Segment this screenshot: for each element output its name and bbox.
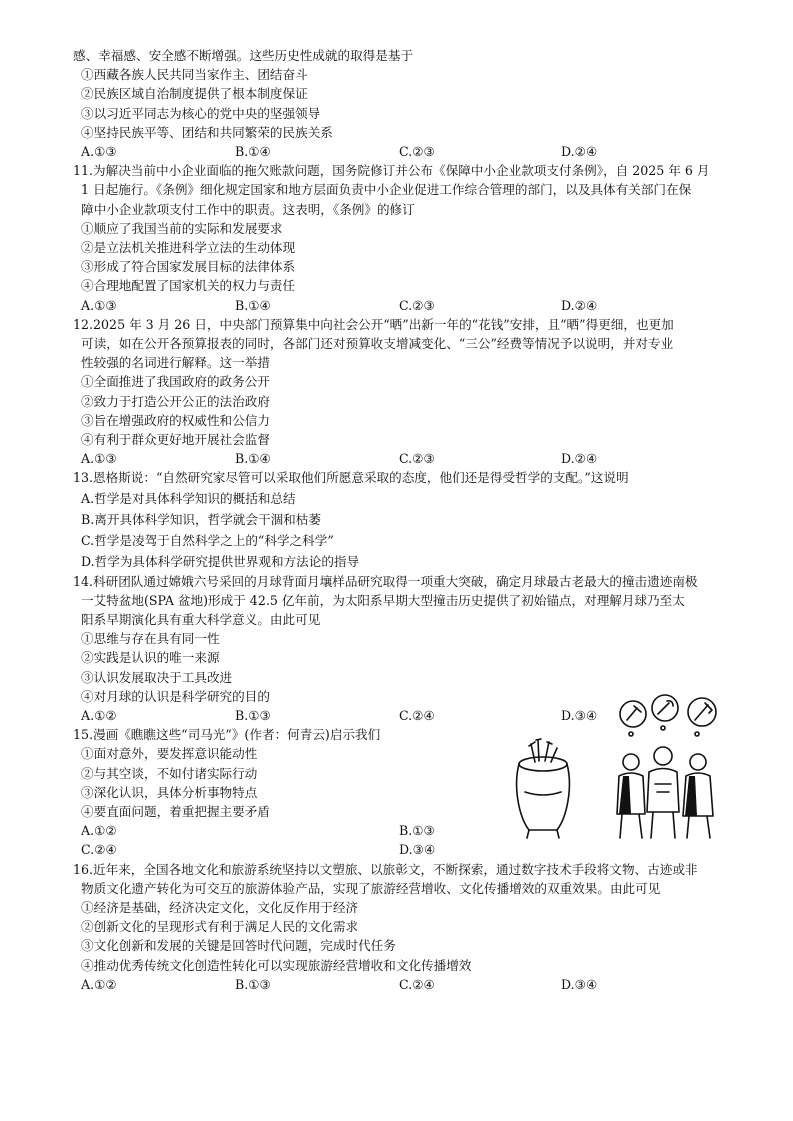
question-stem-line: 障中小企业款项支付工作中的职责。这表明，《条例》的修订 [81,201,415,217]
option-b[interactable]: B.①④ [235,451,271,467]
statement-item: ④坚持民族平等、团结和共同繁荣的民族关系 [81,124,333,140]
question-16 [73,860,753,994]
option-a[interactable]: A.①③ [81,297,117,313]
statement-item: ④推动优秀传统文化创造性转化可以实现旅游经营增收和文化传播增效 [81,957,472,973]
option-b[interactable]: B.①④ [235,297,271,313]
option-d[interactable]: D.③④ [561,976,598,992]
question-11 [73,161,753,315]
question-stem-line: 阳系早期演化具有重大科学意义。由此可见 [81,612,321,628]
question-stem-line: 14.科研团队通过嫦娥六号采回的月球背面月壤样品研究取得一项重大突破，确定月球最古老最大的撞击遗迹南极 [73,573,698,589]
question-stem-line: 感、幸福感、安全感不断增强。这些历史性成就的取得是基于 [73,48,414,63]
statement-item: ①全面推进了我国政府的政务公开 [81,374,270,390]
question-stem-line: 11.为解决当前中小企业面临的拖欠账款问题，国务院修订并公布《保障中小企业款项支付条例》，自 2025 年 6 月 [73,163,710,179]
option-d[interactable]: D.②④ [561,451,598,467]
option-d[interactable]: D.②④ [561,297,598,313]
adult-figure-middle [647,747,679,838]
thought-bubble-hammer-icon [620,701,646,736]
answer-options [73,975,753,994]
question-12 [73,315,753,469]
statement-item: ②民族区域自治制度提供了根本制度保证 [81,86,308,102]
statement-item: ④对月球的认识是科学研究的目的 [81,688,270,704]
statement-item: ②与其空谈，不如付诸实际行动 [81,765,258,781]
statement-item: ④合理地配置了国家机关的权力与责任 [81,278,296,294]
question-stem-line: 一艾特盆地(SPA 盆地)形成于 42.5 亿年前，为太阳系早期大型撞击历史提供了初始锚点，对理解月球乃至太 [81,592,685,608]
question-13 [73,468,753,571]
statement-item: ③以习近平同志为核心的党中央的坚强领导 [81,105,321,121]
option-b[interactable]: B.①③ [399,823,435,839]
option-b[interactable]: B.①④ [235,144,271,160]
statement-item: ①经济是基础，经济决定文化，文化反作用于经济 [81,900,359,916]
statement-item: ③形成了符合国家发展目标的法律体系 [81,259,296,275]
exam-page [73,46,753,994]
water-jar-icon [517,739,570,838]
option-a[interactable]: A.①③ [81,451,117,467]
question-stem-line: 15.漫画《瞧瞧这些“司马光”》(作者：何青云)启示我们 [73,727,381,743]
option-c[interactable]: C.②③ [399,297,435,313]
question-stem-line: 可读，如在公开各预算报表的同时，各部门还对预算收支增减变化、“三公”经费等情况予以说明，并对专业 [81,336,674,352]
option-c[interactable]: C.②④ [399,976,435,992]
question-stem-line: 性较强的名词进行解释。这一举措 [81,355,270,371]
question-stem-line: 1 日起施行。《条例》细化规定国家和地方层面负责中小企业促进工作综合管理的部门，以及具体有关部门在保 [81,182,692,198]
option-b[interactable]: B.①③ [235,976,271,992]
statement-item: ②是立法机关推进科学立法的生动体现 [81,240,296,256]
statement-item: ②创新文化的呈现形式有利于满足人民的文化需求 [81,919,359,935]
option-d[interactable]: D.③④ [399,842,436,858]
statement-item: ①顺应了我国当前的实际和发展要求 [81,220,283,236]
cartoon-illustration [505,692,727,842]
statement-item: ③深化认识，具体分析事物特点 [81,784,258,800]
option-a[interactable]: A.哲学是对具体科学知识的概括和总结 [81,490,296,506]
option-b[interactable]: B.离开具体科学知识，哲学就会干涸和枯萎 [81,511,321,527]
statement-item: ①面对意外，要发挥意识能动性 [81,746,258,762]
option-d[interactable]: D.哲学为具体科学研究提供世界观和方法论的指导 [81,553,360,569]
question-stem-line: 12.2025 年 3 月 26 日，中央部门预算集中向社会公开“晒”出新一年的“花钱”安排，且“晒”得更细，也更加 [73,316,674,332]
option-d[interactable]: D.③④ [561,708,598,724]
statement-item: ②实践是认识的唯一来源 [81,650,220,666]
option-a[interactable]: A.①② [81,976,117,992]
option-a[interactable]: A.①② [81,823,117,839]
option-d[interactable]: D.②④ [561,144,598,160]
answer-options [73,296,753,315]
option-c[interactable]: C.②④ [399,708,435,724]
thought-bubble-wrench-icon [652,695,678,730]
question-stem-line: 13.恩格斯说：“自然研究家尽管可以采取他们所愿意采取的态度，他们还是得受哲学的支配。”这说明 [73,470,629,486]
statement-item: ③文化创新和发展的关键是回答时代问题，完成时代任务 [81,938,396,954]
option-b[interactable]: B.①③ [235,708,271,724]
option-c[interactable]: C.②③ [399,144,435,160]
answer-options [73,449,753,468]
answer-options-row2 [73,840,753,859]
statement-item: ④要直面问题，着重把握主要矛盾 [81,804,270,820]
option-c[interactable]: C.②④ [81,842,117,858]
option-a[interactable]: A.①③ [81,144,117,160]
question-stem-line: 物质文化遗产转化为可交互的旅游体验产品，实现了旅游经营增收、文化传播增效的双重效果。由此可见 [81,880,661,896]
option-a[interactable]: A.①② [81,708,117,724]
thought-bubble-axe-icon [688,698,716,736]
option-c[interactable]: C.哲学是凌驾于自然科学之上的“科学之科学” [81,532,334,548]
answer-options [73,142,753,161]
statement-item: ③旨在增强政府的权威性和公信力 [81,412,270,428]
option-c[interactable]: C.②③ [399,451,435,467]
statement-item: ③认识发展取决于工具改进 [81,669,233,685]
statement-item: ④有利于群众更好地开展社会监督 [81,432,270,448]
statement-item: ①思维与存在具有同一性 [81,631,220,647]
question-stem-line: 16.近年来，全国各地文化和旅游系统坚持以文塑旅、以旅彰文，不断探索，通过数字技术手段将文物、古迹或非 [73,861,698,877]
question-10-tail [73,46,753,161]
statement-item: ②致力于打造公开公正的法治政府 [81,393,270,409]
statement-item: ①西藏各族人民共同当家作主、团结奋斗 [81,67,308,83]
